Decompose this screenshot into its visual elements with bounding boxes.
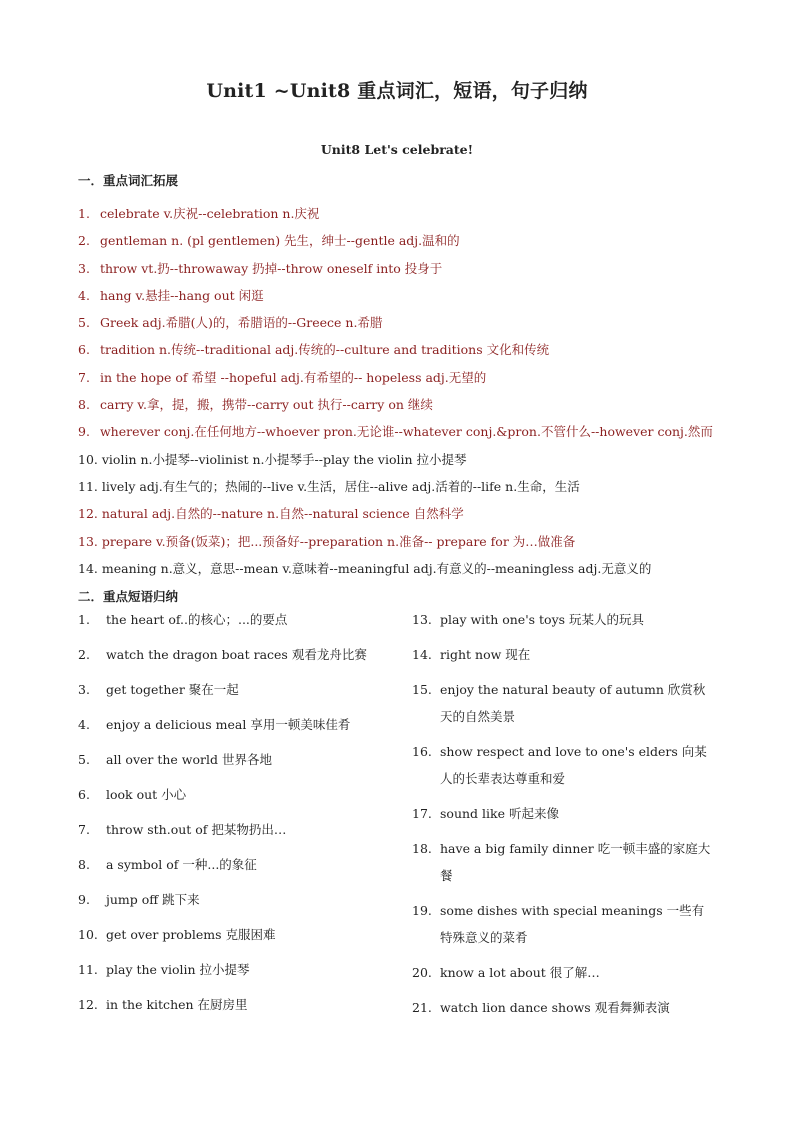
vocab-item-number: 8. <box>78 397 90 413</box>
phrase-item-text: some dishes with special meanings 一些有特殊意义的菜肴 <box>440 903 705 945</box>
phrase-item-text: enjoy the natural beauty of autumn 欣赏秋天的自然美景 <box>440 682 706 724</box>
phrase-item <box>78 956 388 983</box>
vocab-item-number: 12. <box>78 506 98 522</box>
phrase-item-number: 7. <box>78 822 90 837</box>
vocab-item <box>78 364 758 391</box>
vocab-item <box>78 227 758 254</box>
phrase-item-number: 12. <box>78 997 98 1012</box>
vocab-item <box>78 473 758 500</box>
vocab-item-text: throw vt.扔--throwaway 扔掉--throw oneself into 投身于 <box>99 260 443 276</box>
vocab-item-text: tradition n.传统--traditional adj.传统的--culture and traditions 文化和传统 <box>99 342 550 358</box>
phrase-item-number: 13. <box>412 612 432 627</box>
phrase-item-number: 16. <box>412 744 432 759</box>
phrase-item-text: play with one's toys 玩某人的玩具 <box>440 612 645 627</box>
vocab-item-text: prepare v.预备(饭菜)；把...预备好--preparation n.准备-- prepare for 为…做准备 <box>101 533 576 549</box>
phrase-item <box>78 711 388 738</box>
vocab-item-number: 11. <box>78 478 98 494</box>
phrase-item-text: right now 现在 <box>440 647 531 662</box>
phrase-item <box>412 606 712 633</box>
phrase-item <box>412 959 712 986</box>
phrase-list-left <box>78 606 388 1026</box>
phrase-item-text: in the kitchen 在厨房里 <box>106 997 248 1012</box>
phrase-item-number: 4. <box>78 717 90 732</box>
phrase-item-text: jump off 跳下来 <box>106 892 200 907</box>
phrase-item-number: 15. <box>412 682 432 697</box>
vocab-item-text: violin n.小提琴--violinist n.小提琴手--play the violin 拉小提琴 <box>101 451 467 467</box>
vocab-item <box>78 309 758 336</box>
vocab-item-text: gentleman n. (pl gentlemen) 先生，绅士--gentle adj.温和的 <box>99 233 460 249</box>
phrase-item-number: 19. <box>412 903 432 918</box>
phrase-list-right <box>412 606 712 1029</box>
phrase-item <box>78 816 388 843</box>
phrase-item <box>78 606 388 633</box>
phrase-item <box>412 897 712 951</box>
phrase-item-text: the heart of..的核心；...的要点 <box>106 612 288 627</box>
vocab-item-text: celebrate v.庆祝--celebration n.庆祝 <box>99 206 320 221</box>
phrase-item-text: watch the dragon boat races 观看龙舟比赛 <box>106 647 367 662</box>
phrase-item <box>412 800 712 827</box>
vocab-item-text: natural adj.自然的--nature n.自然--natural science 自然科学 <box>101 506 464 522</box>
phrase-item-number: 10. <box>78 927 98 942</box>
phrase-item-text: get together 聚在一起 <box>106 682 239 697</box>
phrase-item <box>78 851 388 878</box>
phrase-item <box>412 994 712 1021</box>
vocab-item-text: Greek adj.希腊(人)的，希腊语的--Greece n.希腊 <box>99 315 383 331</box>
vocab-item-number: 2. <box>78 233 90 249</box>
phrase-item <box>412 641 712 668</box>
phrase-item <box>78 991 388 1018</box>
phrase-section-heading: 二．重点短语归纳 <box>78 589 179 604</box>
phrase-item-text: get over problems 克服困难 <box>106 927 276 942</box>
vocab-item <box>78 282 758 309</box>
vocab-item-number: 10. <box>78 451 98 467</box>
vocab-item <box>78 336 758 363</box>
vocab-item-text: hang v.悬挂--hang out 闲逛 <box>99 287 264 303</box>
phrase-item-text: throw sth.out of 把某物扔出… <box>106 822 287 837</box>
vocab-item-number: 3. <box>78 260 90 276</box>
vocab-item <box>78 200 758 227</box>
phrase-item-text: look out 小心 <box>106 787 187 802</box>
phrase-item-number: 14. <box>412 647 432 662</box>
phrase-item-text: have a big family dinner 吃一顿丰盛的家庭大餐 <box>440 841 711 883</box>
phrase-item <box>78 746 388 773</box>
vocab-item <box>78 391 758 418</box>
phrase-item <box>78 676 388 703</box>
vocab-item-number: 14. <box>78 560 98 576</box>
vocab-item <box>78 528 758 555</box>
phrase-item-number: 21. <box>412 1000 432 1015</box>
phrase-item-number: 20. <box>412 965 432 980</box>
vocab-item <box>78 500 758 527</box>
vocab-item-text: in the hope of 希望 --hopeful adj.有希望的-- hopeless adj.无望的 <box>99 369 487 385</box>
vocab-item-text: carry v.拿，提，搬，携带--carry out 执行--carry on 继续 <box>99 397 433 413</box>
phrase-item <box>412 676 712 730</box>
phrase-item-number: 2. <box>78 647 90 662</box>
phrase-item <box>78 781 388 808</box>
vocab-item-text: lively adj.有生气的；热闹的--live v.生活，居住--alive adj.活着的--life n.生命，生活 <box>101 478 580 494</box>
phrase-item-number: 9. <box>78 892 90 907</box>
vocab-item-number: 6. <box>78 342 90 358</box>
vocab-item-number: 9. <box>78 424 90 440</box>
phrase-item-number: 5. <box>78 752 90 767</box>
vocab-section-heading: 一．重点词汇拓展 <box>78 173 179 188</box>
phrase-item-text: play the violin 拉小提琴 <box>106 962 250 977</box>
vocab-item <box>78 255 758 282</box>
phrase-item-text: show respect and love to one's elders 向某人的长辈表达尊重和爱 <box>440 744 707 786</box>
phrase-item <box>78 641 388 668</box>
phrase-item <box>78 886 388 913</box>
phrase-item-text: all over the world 世界各地 <box>106 752 272 767</box>
vocab-list <box>78 200 758 582</box>
phrase-item-number: 6. <box>78 787 90 802</box>
vocab-item <box>78 418 758 445</box>
phrase-item-text: a symbol of 一种...的象征 <box>106 857 257 872</box>
phrase-item <box>412 738 712 792</box>
page-title: Unit1 ~Unit8 重点词汇，短语，句子归纳 <box>206 80 588 102</box>
phrase-item-number: 18. <box>412 841 432 856</box>
phrase-item <box>412 835 712 889</box>
phrase-item-number: 8. <box>78 857 90 872</box>
vocab-item-number: 4. <box>78 287 90 303</box>
vocab-item-number: 5. <box>78 315 90 331</box>
vocab-item-number: 7. <box>78 369 90 385</box>
vocab-item <box>78 446 758 473</box>
phrase-item-number: 1. <box>78 612 90 627</box>
phrase-item-text: watch lion dance shows 观看舞狮表演 <box>440 1000 670 1015</box>
vocab-item-number: 1. <box>78 206 90 221</box>
phrase-item-number: 11. <box>78 962 98 977</box>
phrase-item-number: 17. <box>412 806 432 821</box>
vocab-item-text: wherever conj.在任何地方--whoever pron.无论谁--whatever conj.&pron.不管什么--however conj.然而 <box>99 424 713 440</box>
vocab-item-number: 13. <box>78 533 98 549</box>
phrase-item-text: enjoy a delicious meal 享用一顿美味佳肴 <box>106 717 351 732</box>
phrase-item <box>78 921 388 948</box>
phrase-item-text: know a lot about 很了解… <box>440 965 600 980</box>
phrase-item-number: 3. <box>78 682 90 697</box>
unit-subtitle: Unit8 Let's celebrate! <box>320 142 474 157</box>
vocab-item-text: meaning n.意义，意思--mean v.意味着--meaningful adj.有意义的--meaningless adj.无意义的 <box>101 560 652 576</box>
phrase-item-text: sound like 听起来像 <box>440 806 559 821</box>
vocab-item <box>78 555 758 582</box>
